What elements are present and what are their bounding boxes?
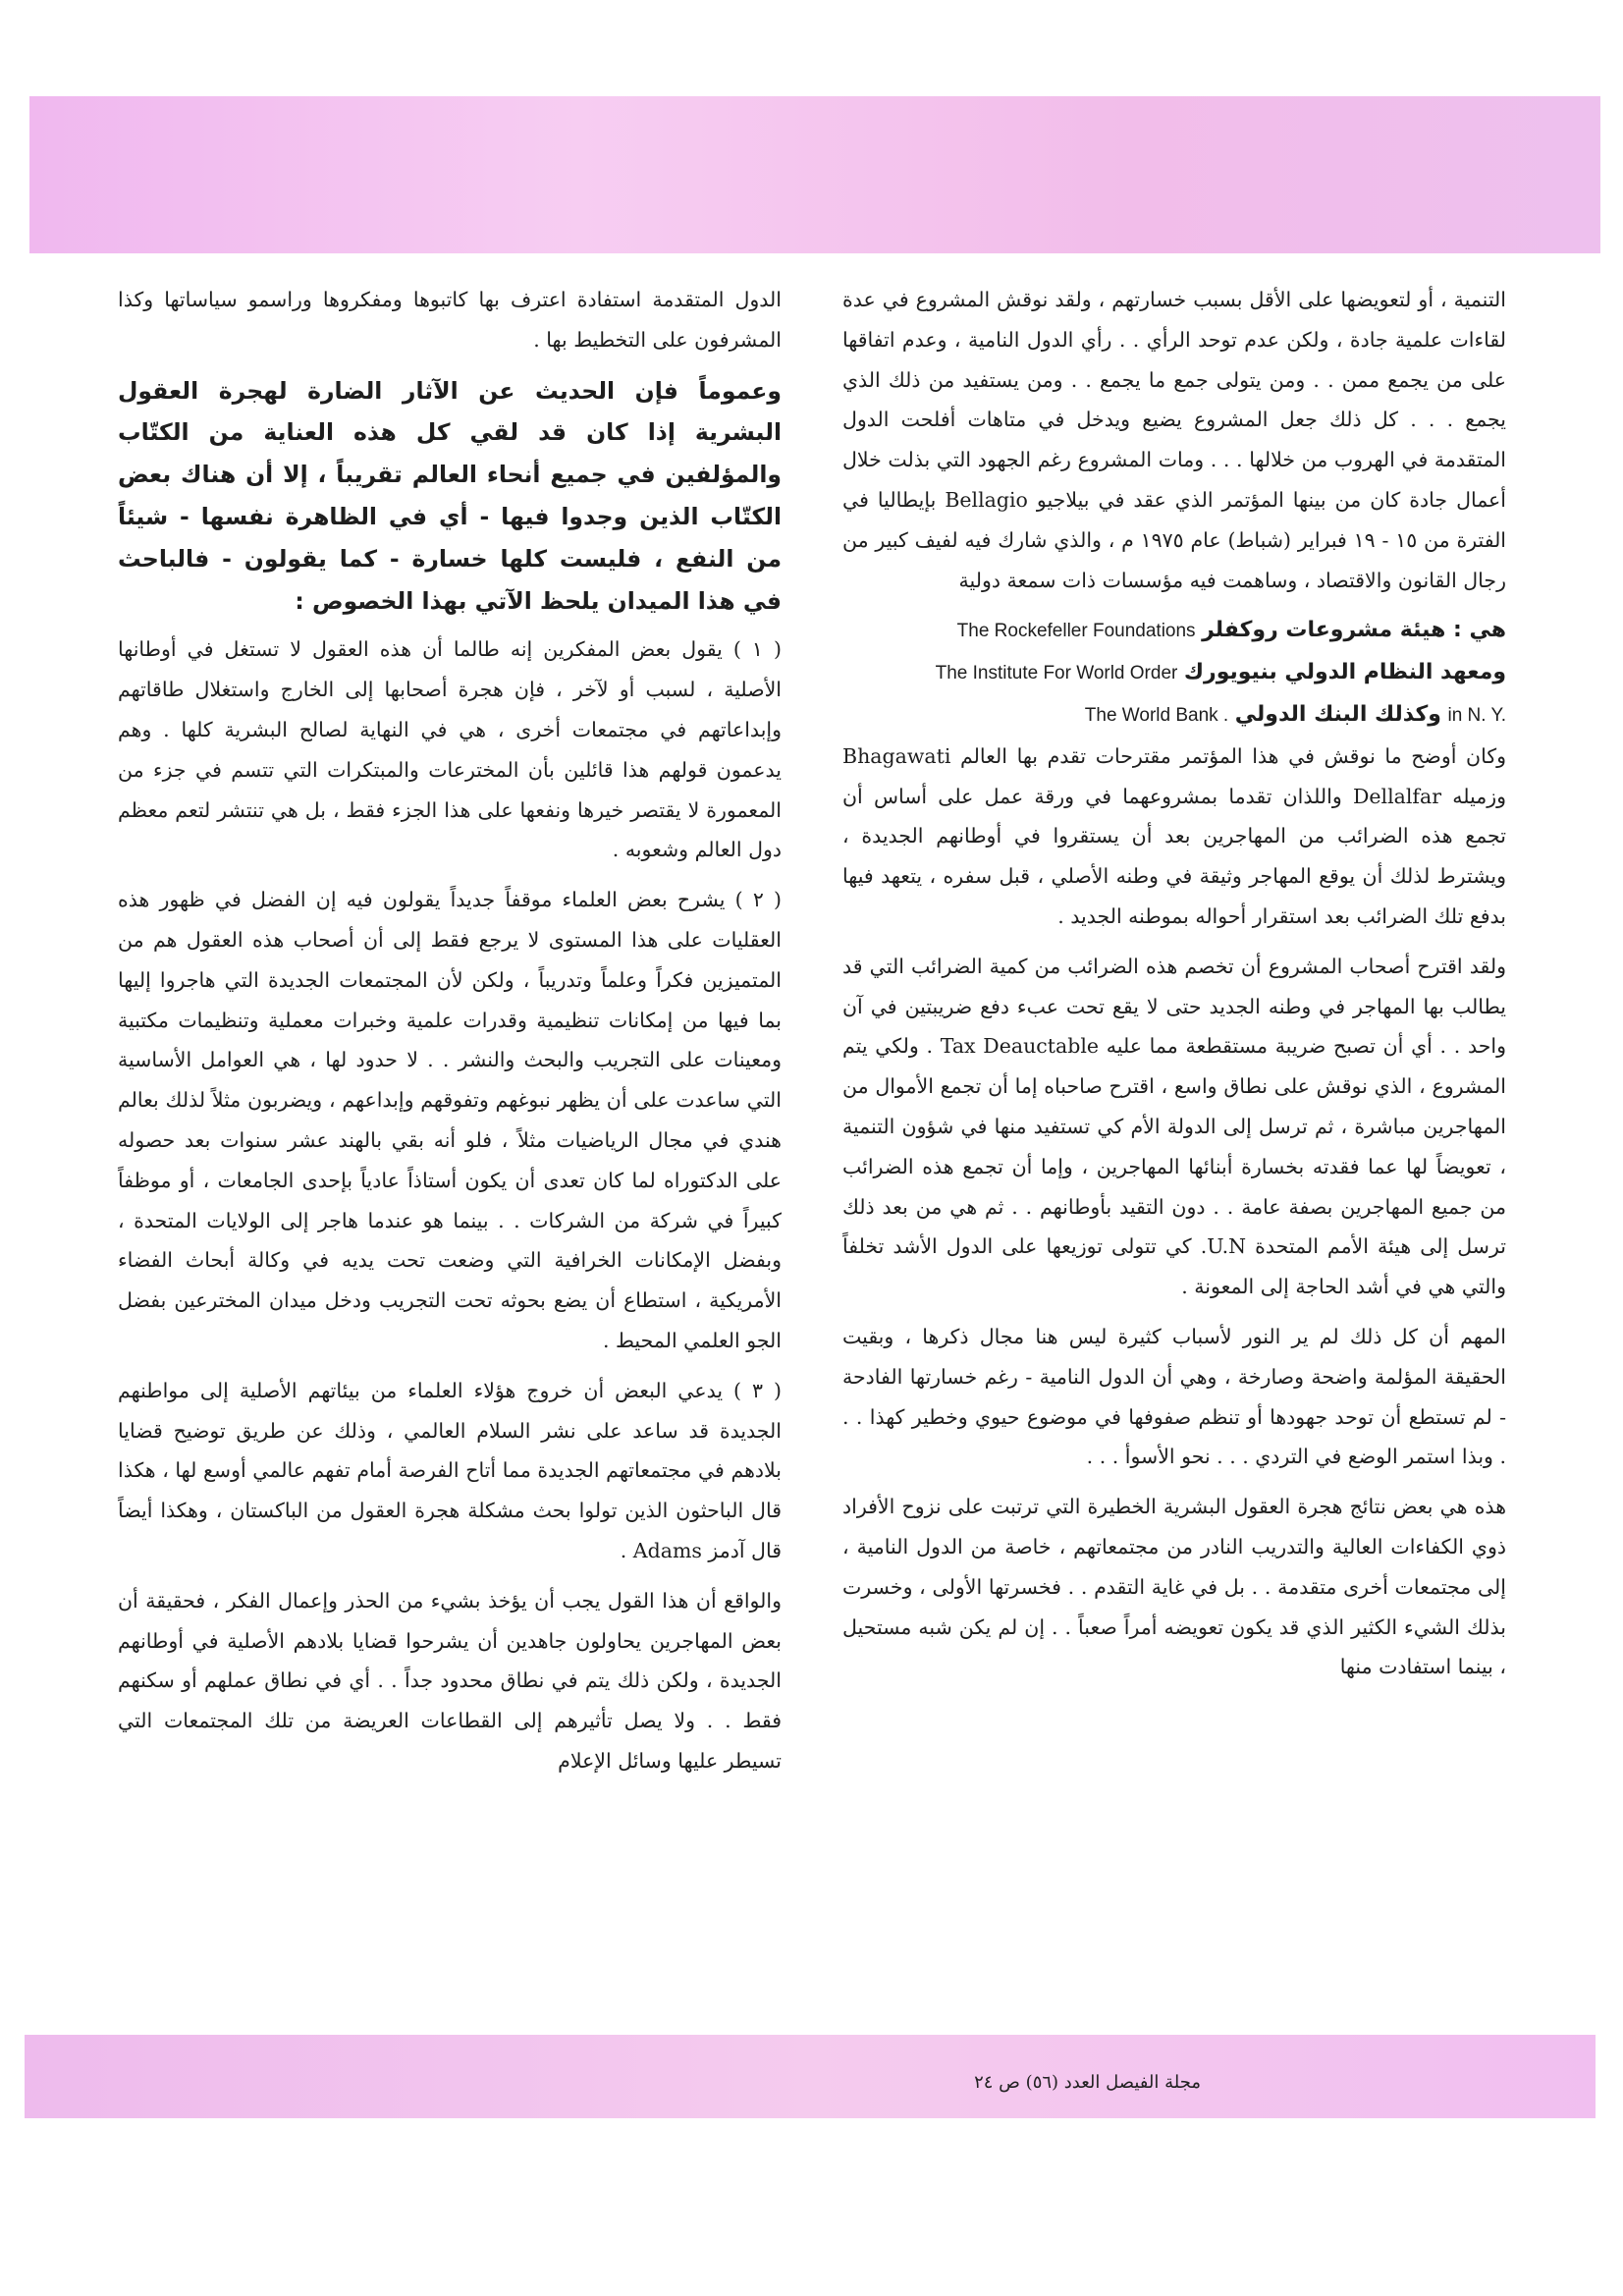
- left-paragraph-0: الدول المتقدمة استفادة اعترف بها كاتبوها ومفكروها وراسمو سياساتها وكذا المشرفون على التخطيط بها .: [118, 288, 782, 352]
- org-world-order-ar: ومعهد النظام الدولي بنيويورك: [1183, 660, 1506, 685]
- org-rockefeller-en: The Rockefeller Foundations: [956, 621, 1196, 642]
- bottom-decorative-band: [25, 2035, 1596, 2118]
- left-column: [118, 280, 782, 1791]
- right-column: [842, 280, 1506, 1697]
- right-paragraph-4: المهم أن كل ذلك لم ير النور لأسباب كثيرة ليس هنا مجال ذكرها ، وبقيت الحقيقة المؤلمة واضحة وصارخة ، وهي أن الدول النامية - رغم خسارتها الفادحة - لم تستطع أن توحد جهودها أو تنظم صفوفها في موضوع حيوي وخطير كهذا . . . وبذا استمر الوضع في التردي . . . نحو الأسوأ . . .: [842, 1324, 1506, 1469]
- left-paragraph-1: ( ١ ) يقول بعض المفكرين إنه طالما أن هذه العقول لا تستغل في أوطانها الأصلية ، لسبب أو لآخر ، فإن هجرة أصحابها إلى الخارج واستغلال طاقاتهم وإبداعاتهم في مجتمعات أخرى ، هي في النهاية لصالح البشرية كلها . وهم يدعمون قولهم هذا قائلين بأن المخترعات والمبتكرات التي تتسم في جزء من المعمورة لا يقتصر خيرها ونفعها على هذا الجزء فقط ، بل هي تنتشر لتعم معظم دول العالم وشعوبه .: [118, 637, 782, 862]
- page-footer: مجلة الفيصل العدد (٥٦) ص ٢٤: [974, 2072, 1201, 2093]
- left-bold-intro: وعموماً فإن الحديث عن الآثار الضارة لهجرة العقول البشرية إذا كان قد لقي كل هذه العناية من الكتّاب والمؤلفين في جميع أنحاء العالم تقريباً ، إلا أن هناك بعض الكتّاب الذين وجدوا فيها - أي في الظاهرة نفسها - شيئاً من النفع ، فليست كلها خسارة - كما يقولون - فالباحث في هذا الميدان يلحظ الآتي بهذا الخصوص :: [118, 376, 782, 615]
- right-paragraph-1: التنمية ، أو لتعويضها على الأقل بسبب خسارتهم ، ولقد نوقش المشروع في عدة لقاءات علمية جادة ، ولكن عدم توحد الرأي . . رأي الدول النامية ، وعدم اتفاقها على من يجمع ممن . . ومن يتولى جمع ما يجمع . . ومن يستفيد من ذلك الذي يجمع . . . كل ذلك جعل المشروع يضيع ويدخل في متاهات أفلحت الدول المتقدمة في الهروب من خلالها . . . ومات المشروع رغم الجهود التي بذلت خلال أعمال جادة كان من بينها المؤتمر الذي عقد في بيلاجيو Bellagio بإيطاليا في الفترة من ١٥ - ١٩ فبراير (شباط) عام ١٩٧٥ م ، والذي شارك فيه لفيف كبير من رجال القانون والاقتصاد ، وساهمت فيه مؤسسات ذات سمعة دولية: [842, 288, 1507, 592]
- top-decorative-band: [29, 96, 1600, 253]
- org-world-order: [842, 652, 1506, 694]
- right-paragraph-3: ولقد اقترح أصحاب المشروع أن تخصم هذه الضرائب من كمية الضرائب التي قد يطالب بها المهاجر في وطنه الجديد حتى لا يقع تحت عبء دفع ضريبتين في آن واحد . . أي أن تصبح ضريبة مستقطعة مما عليه Tax Deauctable . ولكي يتم المشروع ، الذي نوقش على نطاق واسع ، اقترح صاحباه إما أن تجمع الأموال من المهاجرين مباشرة ، ثم ترسل إلى الدولة الأم كي تستفيد منها في شؤون التنمية ، تعويضاً لها عما فقدته بخسارة أبنائها المهاجرين ، وإما أن تجمع هذه الضرائب من جميع المهاجرين بصفة عامة . . دون التقيد بأوطانهم . . ثم هي من بعد ذلك ترسل إلى هيئة الأمم المتحدة U.N. كي تتولى توزيعها على الدول الأشد تخلفاً والتي هي في أشد الحاجة إلى المعونة .: [842, 954, 1507, 1299]
- left-paragraph-3: ( ٣ ) يدعي البعض أن خروج هؤلاء العلماء من بيئاتهم الأصلية إلى مواطنهم الجديدة قد ساعد على نشر السلام العالمي ، وذلك عن طريق توضيح قضايا بلادهم في مجتمعاتهم الجديدة مما أتاح الفرصة أمام تفهم عالمي أوسع لها ، هكذا قال الباحثون الذين تولوا بحث مشكلة هجرة العقول من الباكستان ، وهكذا أيضاً قال آدمز Adams .: [118, 1378, 782, 1562]
- org-world-bank-en: The World Bank .: [1084, 704, 1229, 726]
- left-paragraph-2: ( ٢ ) يشرح بعض العلماء موقفاً جديداً يقولون فيه إن الفضل في ظهور هذه العقليات على هذا المستوى لا يرجع فقط إلى أن أصحاب هذه العقول هم من المتميزين فكراً وعلماً وتدريباً ، ولكن لأن المجتمعات الجديدة التي هاجروا إليها بما فيها من إمكانات تنظيمية وقدرات علمية وخبرات معملية وتنظيمات مكتبية ومعينات على التجريب والبحث والنشر . . لا حدود لها ، هي العوامل الأساسية التي ساعدت على أن يظهر نبوغهم وتفوقهم وإبداعهم ، ويضربون مثلاً لذلك بعالم هندي في مجال الرياضيات مثلاً ، فلو أنه بقي بالهند عشر سنوات بعد حصوله على الدكتوراه لما كان تعدى أن يكون أستاذاً عادياً بإحدى الجامعات ، أو موظفاً كبيراً في شركة من الشركات . . بينما هو عندما هاجر إلى الولايات المتحدة ، وبفضل الإمكانات الخرافية التي وضعت تحت يديه في وكالة أبحاث الفضاء الأمريكية ، استطاع أن يضع بحوثه تحت التجريب ودخل ميدان المخترعين بفضل الجو العلمي المحيط .: [118, 888, 783, 1352]
- left-paragraph-4: والواقع أن هذا القول يجب أن يؤخذ بشيء من الحذر وإعمال الفكر ، فحقيقة أن بعض المهاجرين يحاولون جاهدين أن يشرحوا قضايا بلادهم الأصلية في أوطانهم الجديدة ، ولكن ذلك يتم في نطاق محدود جداً . . أي في نطاق عملهم أو سكنهم فقط . . ولا يصل تأثيرهم إلى القطاعات العريضة من تلك المجتمعات التي تسيطر عليها وسائل الإعلام: [118, 1588, 782, 1773]
- org-world-bank-ny: in N. Y.: [1447, 704, 1506, 726]
- org-world-bank: [842, 694, 1506, 737]
- org-world-order-en: The Institute For World Order: [935, 663, 1178, 684]
- org-rockefeller-ar: هي : هيئة مشروعات روكفلر: [1202, 618, 1506, 643]
- right-paragraph-5: هذه هي بعض نتائج هجرة العقول البشرية الخطيرة التي ترتبت على نزوح الأفراد ذوي الكفاءات العالية والتدريب النادر من مجتمعاتهم ، خاصة من الدول النامية ، إلى مجتمعات أخرى متقدمة . . بل في غاية التقدم . . فخسرتها الأولى ، وخسرت بذلك الشيء الكثير الذي قد يكون تعويضه أمراً صعباً . . إن لم يكن شبه مستحيل ، بينما استفادت منها: [842, 1495, 1506, 1679]
- org-rockefeller: [842, 610, 1506, 652]
- right-paragraph-2: وكان أوضح ما نوقش في هذا المؤتمر مقترحات تقدم بها العالم Bhagawati وزميله Dellalfar واللذان تقدما بمشروعهما في ورقة عمل على أساس أن تجمع هذه الضرائب من المهاجرين بعد أن يستقروا في أوطانهم الجديدة ، ويشترط لذلك أن يوقع المهاجر وثيقة في وطنه الأصلي ، قبل سفره ، يتعهد فيها بدفع تلك الضرائب بعد استقرار أحواله بموطنه الجديد .: [842, 743, 1506, 928]
- org-world-bank-ar: وكذلك البنك الدولي: [1234, 701, 1441, 727]
